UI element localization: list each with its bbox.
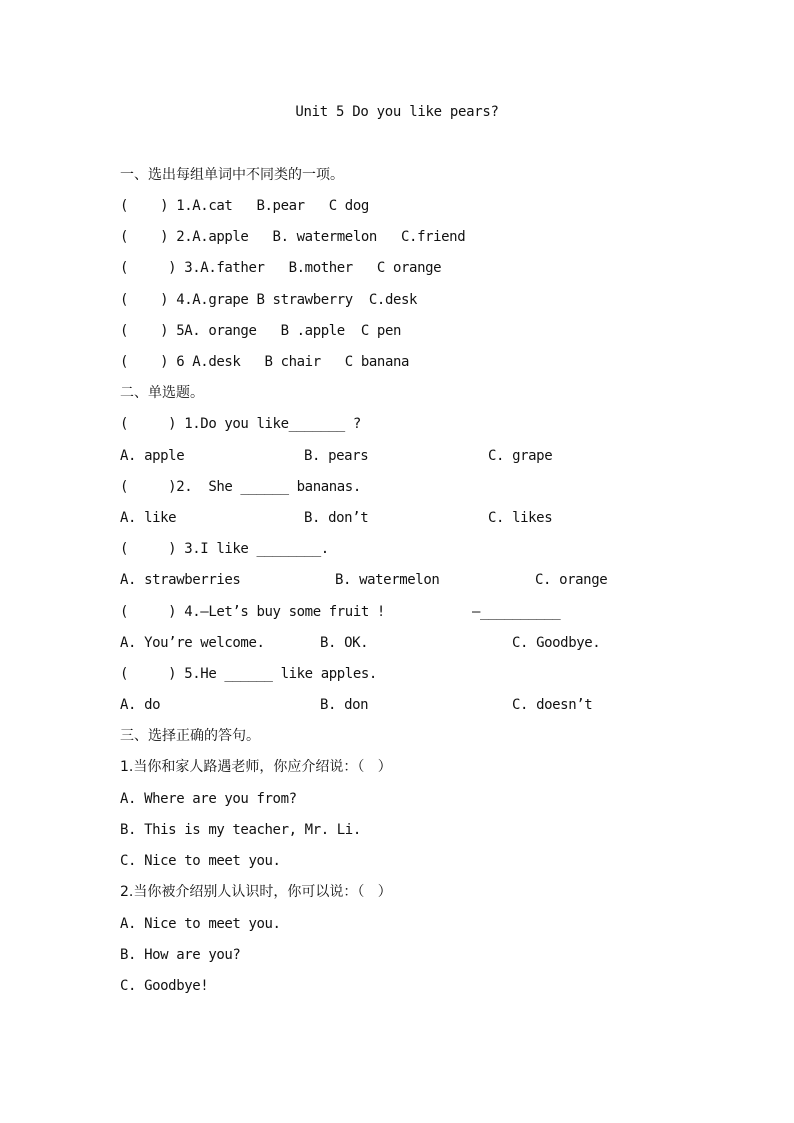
answer-option: A. Where are you from? [120, 791, 297, 807]
option-c: C. orange [535, 572, 608, 588]
option-b: B. don’t [304, 510, 369, 526]
question-stem-answer-blank: —__________ [472, 604, 561, 620]
option-a: A. like [120, 510, 177, 526]
option-b: B. don [320, 697, 369, 713]
answer-option: C. Nice to meet you. [120, 853, 281, 869]
answer-option: A. Nice to meet you. [120, 916, 281, 932]
option-a: A. apple [120, 448, 185, 464]
question-stem: ( ) 5.He ______ like apples. [120, 666, 377, 682]
option-a: A. You’re welcome. [120, 635, 265, 651]
option-b: B. watermelon [335, 572, 440, 588]
option-c: C. likes [488, 510, 553, 526]
option-c: C. grape [488, 448, 553, 464]
option-c: C. doesn’t [512, 697, 593, 713]
question-stem: 2.当你被介绍别人认识时，你可以说：（ ） [120, 884, 392, 900]
section1-item: ( ) 4.A.grape B strawberry C.desk [120, 292, 418, 308]
section1-item: ( ) 2.A.apple B. watermelon C.friend [120, 229, 466, 245]
question-stem: ( ) 1.Do you like_______ ? [120, 416, 361, 432]
section2-heading: 二、单选题。 [120, 385, 204, 401]
answer-option: B. This is my teacher, Mr. Li. [120, 822, 361, 838]
option-b: B. pears [304, 448, 369, 464]
option-a: A. strawberries [120, 572, 241, 588]
option-c: C. Goodbye. [512, 635, 601, 651]
section1-item: ( ) 3.A.father B.mother C orange [120, 260, 442, 276]
answer-option: C. Goodbye! [120, 978, 209, 994]
question-stem: 1.当你和家人路遇老师，你应介绍说：（ ） [120, 759, 392, 775]
question-stem: ( ) 4.—Let’s buy some fruit ! [120, 604, 385, 620]
section3-heading: 三、选择正确的答句。 [120, 728, 260, 744]
option-b: B. OK. [320, 635, 369, 651]
option-a: A. do [120, 697, 161, 713]
question-stem: ( )2. She ______ bananas. [120, 479, 361, 495]
answer-option: B. How are you? [120, 947, 241, 963]
section1-item: ( ) 5A. orange B .apple C pen [120, 323, 402, 339]
section1-item: ( ) 1.A.cat B.pear C dog [120, 198, 369, 214]
question-stem: ( ) 3.I like ________. [120, 541, 329, 557]
section1-item: ( ) 6 A.desk B chair C banana [120, 354, 410, 370]
section1-heading: 一、选出每组单词中不同类的一项。 [120, 167, 344, 183]
page-title: Unit 5 Do you like pears? [295, 104, 499, 120]
